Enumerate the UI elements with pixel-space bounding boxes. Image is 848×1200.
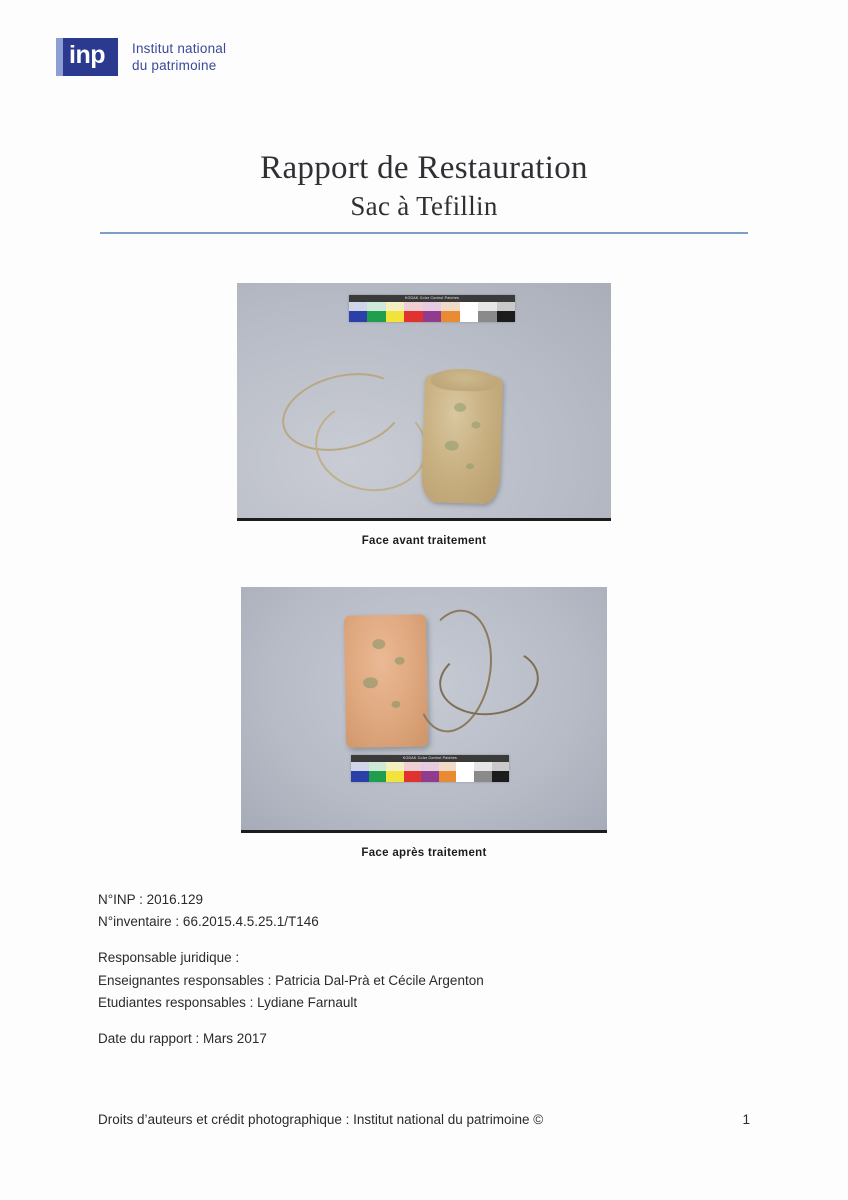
inp-logo <box>56 38 226 76</box>
color-checker-chart <box>351 755 509 782</box>
inp-logo-text: inp <box>69 41 105 69</box>
stain-spot <box>395 657 405 665</box>
supervising-teachers: Enseignantes responsables : Patricia Dal-Prà et Cécile Argenton <box>98 972 484 988</box>
color-checker-row-pastel <box>351 762 509 771</box>
title-divider <box>100 232 748 234</box>
figure-after-treatment <box>0 587 848 859</box>
photo-before-treatment <box>237 283 611 521</box>
stain-spot <box>445 440 459 450</box>
figure-caption: Face après traitement <box>361 847 487 859</box>
logo-line-2: du patrimoine <box>132 57 217 73</box>
stain-spot <box>372 639 385 649</box>
logo-accent-bar <box>56 38 63 76</box>
stain-spot <box>466 463 474 469</box>
page-footer <box>98 1112 750 1127</box>
inp-logo-mark <box>56 38 118 76</box>
figure-before-treatment <box>0 283 848 547</box>
logo-line-1: Institut national <box>132 41 227 56</box>
responsible-students: Etudiantes responsables : Lydiane Farnault <box>98 994 358 1010</box>
color-checker-row-saturated <box>351 771 509 782</box>
color-checker-label: KODAK Color Control Patches <box>349 295 515 302</box>
report-date: Date du rapport : Mars 2017 <box>98 1030 267 1046</box>
photo-after-treatment <box>241 587 607 833</box>
color-checker-chart <box>349 295 515 322</box>
page-number: 1 <box>742 1112 750 1127</box>
photo-bottom-rule <box>237 518 611 521</box>
legal-manager: Responsable juridique : <box>98 950 240 966</box>
color-checker-row-saturated <box>349 311 515 322</box>
stain-spot <box>454 403 466 412</box>
photo-bottom-rule <box>241 830 607 833</box>
page-title: Rapport de Restauration <box>260 150 588 186</box>
stain-spot <box>471 421 480 428</box>
tefillin-bag-front <box>421 374 503 505</box>
figure-caption: Face avant traitement <box>361 535 487 547</box>
inp-logo-wordmark <box>132 38 226 75</box>
color-checker-row-pastel <box>349 302 515 311</box>
stain-spot <box>391 701 400 708</box>
report-metadata <box>98 893 484 1054</box>
stain-spot <box>363 677 378 688</box>
page-subtitle: Sac à Tefillin <box>350 191 498 221</box>
inventory-number: N°inventaire : 66.2015.4.5.25.1/T146 <box>98 914 319 930</box>
color-checker-label: KODAK Color Control Patches <box>351 755 509 762</box>
footer-copyright: Droits d’auteurs et crédit photographique : Institut national du patrimoine © <box>98 1112 544 1127</box>
title-block <box>0 150 848 234</box>
inp-number: N°INP : 2016.129 <box>98 892 203 907</box>
